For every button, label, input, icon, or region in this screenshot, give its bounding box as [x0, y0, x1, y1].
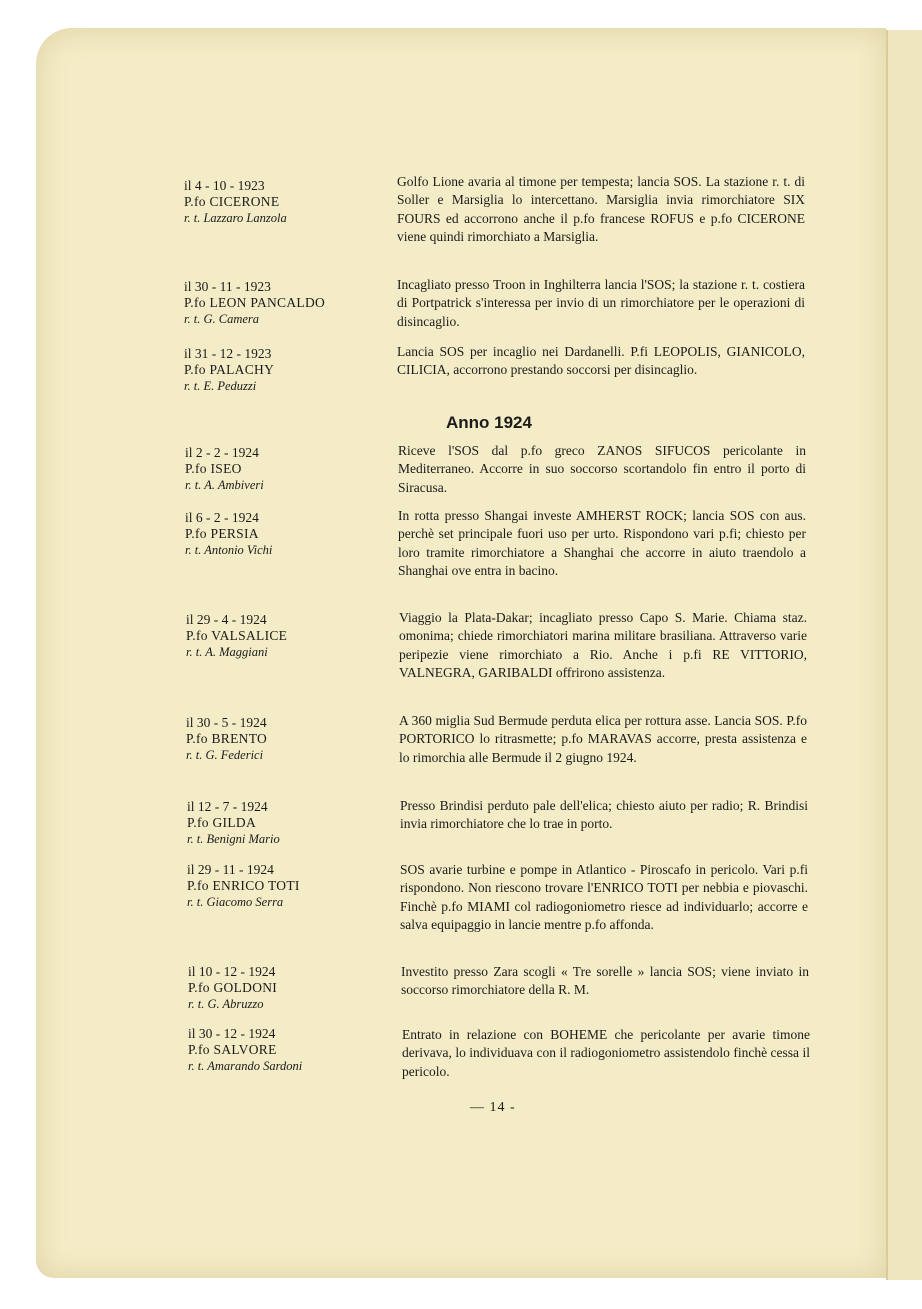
- entry-text-2: Lancia SOS per incaglio nei Dardanelli. P.fi LEOPOLIS, GIANICOLO, CILICIA, accorrono prestando soccorsi per disincaglio.: [397, 344, 805, 378]
- entry-operator: r. t. G. Camera: [184, 312, 260, 326]
- entry-date: il 30 - 12 - 1924: [188, 1026, 276, 1041]
- entry-date: il 4 - 10 - 1923: [184, 178, 265, 193]
- entry-text-1: Incagliato presso Troon in Inghilterra lancia l'SOS; la stazione r. t. costiera di Portpatrick s'interessa per invio di un rimorchiatore per le operazioni di disincaglio.: [397, 277, 805, 329]
- entry-ship: P.fo SALVORE: [188, 1042, 277, 1057]
- entry-left-7: [187, 799, 387, 847]
- entry-operator: r. t. A. Maggiani: [186, 645, 268, 659]
- entry-date: il 30 - 5 - 1924: [186, 715, 267, 730]
- entry-ship: P.fo GILDA: [187, 815, 256, 830]
- entry-date: il 29 - 11 - 1924: [187, 862, 274, 877]
- entry-left-4: [185, 510, 385, 558]
- entry-left-8: [187, 862, 387, 910]
- entry-text-10: Entrato in relazione con BOHEME che pericolante per avarie timone derivava, lo individuava con il radiogoniometro assistendolo finchè cessa il pericolo.: [402, 1027, 810, 1079]
- entry-ship: P.fo BRENTO: [186, 731, 268, 746]
- entry-ship: P.fo ISEO: [185, 461, 242, 476]
- entry-ship: P.fo ENRICO TOTI: [187, 878, 300, 893]
- entry-ship: P.fo PERSIA: [185, 526, 259, 541]
- entry-ship: P.fo GOLDONI: [188, 980, 278, 995]
- entry-date: il 31 - 12 - 1923: [184, 346, 272, 361]
- entry-text-3: Riceve l'SOS dal p.fo greco ZANOS SIFUCOS pericolante in Mediterraneo. Accorre in suo soccorso scortandolo fin entro il porto di Siracusa.: [398, 443, 806, 495]
- entry-text-4: In rotta presso Shangai investe AMHERST ROCK; lancia SOS con aus. perchè set principale fuori uso per urto. Rispondono vari p.fi; chiesto per loro tramite rimorchiatore a Shanghai che accorre in aiuto traendolo a Shanghai ove entra in bacino.: [398, 508, 806, 578]
- entry-left-1: [184, 279, 384, 327]
- entry-date: il 12 - 7 - 1924: [187, 799, 268, 814]
- entry-operator: r. t. A. Ambiveri: [185, 478, 264, 492]
- entry-ship: P.fo LEON PANCALDO: [184, 295, 326, 310]
- entry-text-9: Investito presso Zara scogli « Tre sorelle » lancia SOS; viene inviato in soccorso rimorchiatore della R. M.: [401, 964, 809, 998]
- year-heading: Anno 1924: [446, 413, 532, 432]
- entry-ship: P.fo PALACHY: [184, 362, 275, 377]
- entry-operator: r. t. G. Federici: [186, 748, 264, 762]
- entry-text-0: Golfo Lione avaria al timone per tempesta; lancia SOS. La stazione r. t. di Soller e Marsiglia lo intercettano. Marsiglia invia rimorchiatore SIX FOURS ed accorrono anche il p.fo francese ROFUS e p.fo CICERONE viene quindi rimorchiato a Marsiglia.: [397, 174, 805, 244]
- entry-operator: r. t. Benigni Mario: [187, 832, 280, 846]
- entry-text-6: A 360 miglia Sud Bermude perduta elica per rottura asse. Lancia SOS. P.fo PORTORICO lo ritrasmette; p.fo MARAVAS accorre, presta assistenza e lo rimorchia alle Bermude il 2 giugno 1924.: [399, 713, 807, 765]
- entry-ship: P.fo VALSALICE: [186, 628, 288, 643]
- entry-operator: r. t. Giacomo Serra: [187, 895, 284, 909]
- entry-left-9: [188, 964, 388, 1012]
- entry-operator: r. t. Amarando Sardoni: [188, 1059, 303, 1073]
- entry-ship: P.fo CICERONE: [184, 194, 280, 209]
- page-number: — 14 -: [470, 1100, 516, 1115]
- entry-text-8: SOS avarie turbine e pompe in Atlantico - Piroscafo in pericolo. Vari p.fi rispondono. Non riescono trovare l'ENRICO TOTI per nebbia e piovaschi. Finchè p.fo MIAMI col radiogoniometro riesce ad individuarlo; accorre e salva equipaggio in lancie mentre p.fo affonda.: [400, 862, 808, 932]
- entry-left-10: [188, 1026, 388, 1074]
- entry-left-2: [184, 346, 384, 394]
- entry-date: il 10 - 12 - 1924: [188, 964, 276, 979]
- entry-operator: r. t. E. Peduzzi: [184, 379, 257, 393]
- entry-left-5: [186, 612, 386, 660]
- entry-left-3: [185, 445, 385, 493]
- entry-left-0: [184, 178, 384, 226]
- entry-date: il 30 - 11 - 1923: [184, 279, 271, 294]
- entry-text-5: Viaggio la Plata-Dakar; incagliato presso Capo S. Marie. Chiama staz. omonima; chiede rimorchiatori marina militare brasiliana. Attraverso varie peripezie viene rimorchiato a Rio. Anche i p.fi RE VITTORIO, VALNEGRA, GARIBALDI offrirono assistenza.: [399, 610, 807, 680]
- entry-text-7: Presso Brindisi perduto pale dell'elica; chiesto aiuto per radio; R. Brindisi invia rimorchiatore che lo trae in porto.: [400, 798, 808, 832]
- entry-operator: r. t. Lazzaro Lanzola: [184, 211, 287, 225]
- entry-date: il 29 - 4 - 1924: [186, 612, 267, 627]
- entry-date: il 2 - 2 - 1924: [185, 445, 259, 460]
- entry-date: il 6 - 2 - 1924: [185, 510, 259, 525]
- entry-left-6: [186, 715, 386, 763]
- entry-operator: r. t. G. Abruzzo: [188, 997, 264, 1011]
- entry-operator: r. t. Antonio Vichi: [185, 543, 273, 557]
